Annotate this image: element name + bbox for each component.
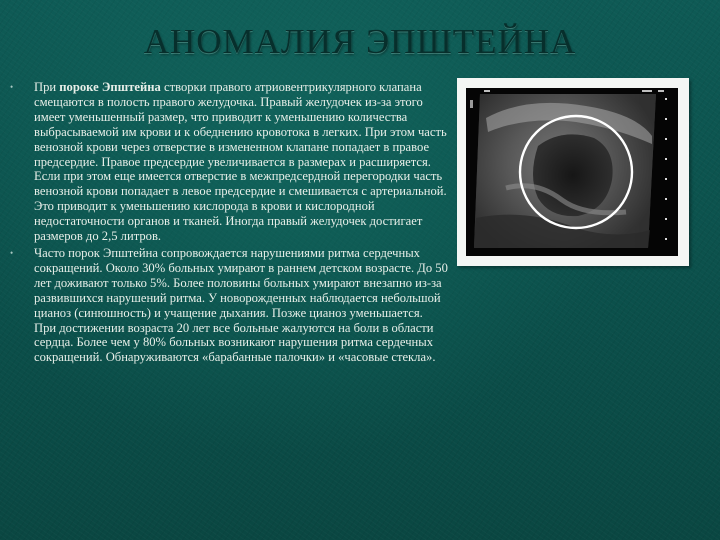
paragraph-1-bold: пороке Эпштейна: [59, 80, 161, 94]
ultrasound-image: [466, 88, 678, 256]
bullet-icon: •: [10, 247, 14, 258]
bullet-item: [8, 246, 448, 365]
slide-body: [8, 80, 448, 367]
paragraph-1: [34, 80, 448, 244]
slide-title: АНОМАЛИЯ ЭПШТЕЙНА: [143, 22, 577, 61]
ultrasound-side-mark: [470, 100, 473, 108]
paragraph-1-lead: При: [34, 80, 60, 94]
ultrasound-image-frame: [457, 78, 689, 266]
paragraph-2: [34, 246, 448, 365]
paragraph-2-text: Часто порок Эпштейна сопровождается нарушениями ритма сердечных сокращений. Около 30% больных умирают в раннем детском возрасте. До 50 лет доживают только 5%. Более половины больных умирают внезапно из-за развившихся нарушений ритма. У новорожденных наблюдается небольшой цианоз (синюшность) и учащение дыхания. Позже цианоз уменьшается. При достижении возраста 20 лет все больные жалуются на боли в области сердца. Более чем у 80% больных возникают нарушения ритма сердечных сокращений. Обнаруживаются «барабанные палочки» и «часовые стекла».: [34, 245, 448, 365]
paragraph-1-text: створки правого атриовентрикулярного клапана смещаются в полость правого желудочка. Правый желудочек из-за этого имеет уменьшенный размер, что приводит к уменьшению количества выбрасываемой им крови и к обеднению кровотока в легких. При этом часть венозной крови через отверстие в измененном клапане попадает в правое предсердие. Правое предсердие увеличивается в размерах и расширяется. Если при этом еще имеется отверстие в межпредсердной перегородки часть венозной крови попадает в левое предсердие и смешивается с артериальной. Это приводит к уменьшению кислорода в крови и кислородной недостаточности органов и тканей. Иногда правый желудочек достигает размеров до 2,5 литров.: [34, 80, 447, 244]
bullet-item: [8, 80, 448, 244]
bullet-icon: •: [10, 82, 14, 92]
